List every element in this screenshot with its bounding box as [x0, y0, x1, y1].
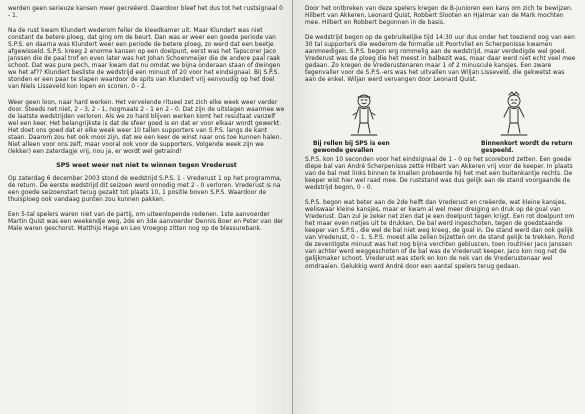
left-page	[0, 0, 292, 414]
cartoon-injured-figure-image	[347, 89, 381, 137]
paragraph: De wedstrijd begon op de gebruikelijke tijd 14:30 uur dus onder het toeziend oog van een 30 tal supporters die wederom de formatie uit Poortvliet en Scherpenisse kwamen aanmoedigen. S.P.S. begon erg rommelig aan de wedstrijd, maar verdedigde wel goed. Vrederust was de ploeg die het meest in balbezit was, maar daar werd niet echt veel mee gedaan. Zo kregen de Vrederustenaren maar 1 of 2 minuscule kansjes. Een zware tegenvaller voor de S.P.S.-ers was het uitvallen van Wiljan Lisseveld, die gekwetst was aan de enkel. Wiljan werd vervangen door Leonard Quist.	[305, 35, 576, 84]
cartoon-player-figure-image	[497, 89, 531, 137]
paragraph: Een 5-tal spelers waren niet van de partij, om uiteenlopende redenen. 1ste aanvoerder Martin Quist was een weekendje weg, 2de en 3de aanvoerder Dennis Boer en Peter van der Male waren geschorst. Matthijs Hage en Leo Vroegop zitten nog op de blessurebank.	[8, 212, 284, 233]
cartoon-strip	[305, 89, 577, 153]
cartoon-caption-right: Binnenkort wordt de return gespeeld.	[481, 140, 573, 154]
paragraph: Op zaterdag 6 december 2003 stond de wedstrijd S.P.S. 1 - Vrederust 1 op het programma, de return. De eerste wedstrijd dit seizoen werd onnodig met 2 - 0 verloren. Vrederust is na een goede seizoenstart terug gezakt tot plaats 10, 1 positie boven S.P.S. Waardoor de thuisploeg ook vandaag punten zou kunnen pakken.	[8, 175, 282, 204]
paragraph: S.P.S. begon wat beter aan de 2de helft dan Vrederust en creëerde, wat kleine kansjes, weliswaar kleine kansjes, maar er kwam al wel meer dreiging en druk op de goal van Vrederust. Dan zul je zeker net zien dat je een doelpunt tegen krijgt. Een rot doelpunt om het maar even netjes uit te drukken. De bal werd ingeschoten, tegen de goedstaande keeper van S.P.S., die wel de bal niet weg kreeg, de goal in. De stand werd dan ook gelijk van Vrederust, 0 - 1. S.P.S. moest alle zeilen bijzetten om de stand gelijk te trekken. Rond de zeventigste minuut was het nog bijna verchten gebluscen, toen routinier Jaco Janssen van achter werd weggeschoten of de bal was de Vrederust keeper. Jaco kon nog net de gelijkmaker schoot. Vrederust was sterk en kon de nek van de Vrederustenaar wel omdraaien. Gelukkig werd André door een aantal spelers terug gedaan.	[305, 200, 575, 270]
paragraph: Na de rust kwam Klundert wederom feller de kleedkamer uit. Maar Klundert was niet constant de betere ploeg, dat ging om de beurt. Dan was er weer een goede periode van S.P.S. en daarna was Klundert weer een periode de betere ploeg, zo werd dat een beetje afgewisseld. S.P.S. kreeg 2 enorme kansen op een doelpunt, eerst was het Tapscorer Jaco Janssen die de paal trof en even later was het Johan Schoenmeijer die de andere paal raak schoot. Dat was pure pech, maar kwam dat nu omdat we bijna onderaan staan of dwingen we het af?? Klundert besliste de wedstrijd een minuut of 20 voor het eindsignaal. Bij S.P.S. stonden er een paar te slapen waardoor de spits van Klundert vrij eenvoudig op het doel van Niels Lisseveld kon lopen en scoren, 0 - 2.	[8, 28, 281, 91]
right-page	[293, 0, 585, 414]
paragraph: werden geen serieuze kansen meer gecreëerd. Daardoor bleef het dus tot het rustsignaal 0 - 1.	[8, 6, 283, 20]
paragraph: S.P.S. kon 10 seconden voor het eindsignaal de 1 - 0 op het scorebord zetten. Een goede diepe bal van André Scherpenisse zette Hilbert van Akkeren vrij voor de keeper. In plaats van de bal met links binnen te knallen probeerde hij het met een buitenkantje rechts. De keeper wist hier wel raad mee. De ruststand was dus gelijk aan de stand voorgaande de wedstrijd begon, 0 - 0.	[305, 156, 573, 192]
article-heading: SPS weet weer net niet te winnen tegen Vrederust	[56, 161, 237, 169]
cartoon-caption-left: Bij rellen bij SPS is een gewonde gevallen	[313, 140, 390, 154]
paragraph: Door het ontbreken van deze spelers kregen de B-junioren een kans om zich te bewijzen. Hilbert van Akkeren, Leonard Quist, Robbert Slooten en Hjalmar van de Mark mochten mee. Hilbert en Robbert begonnen in de basis.	[305, 6, 573, 27]
paragraph: Weer geen loon, naar hard werken. Het vervelende ritueel zet zich elke week weer verder door. Steeds net niet, 2 - 3, 2 - 1, nogmaals 2 - 1 en 2 - 0. Dat zijn de uitslagen waarmee we de laatste wedstrijden verloren. Als we zo hard blijven werken komt het resultaat vanzelf wel een keer. Het belangrijkste is dat de sfeer goed is en dat er voor elkaar wordt gewerkt. Het doet ons goed dat er elke week weer 10 tallen supporters van S.P.S. langs de kant staan. Daarom zou het ook mooi zijn, dat we een keer de winst naar ons toe kunnen halen. Niet alleen voor ons zelf, maar vooral ook voor de supporters. Volgende week zijn we (lekker) een zaterdagje vrij, nou ja, er wordt wel getraind!	[8, 99, 285, 155]
